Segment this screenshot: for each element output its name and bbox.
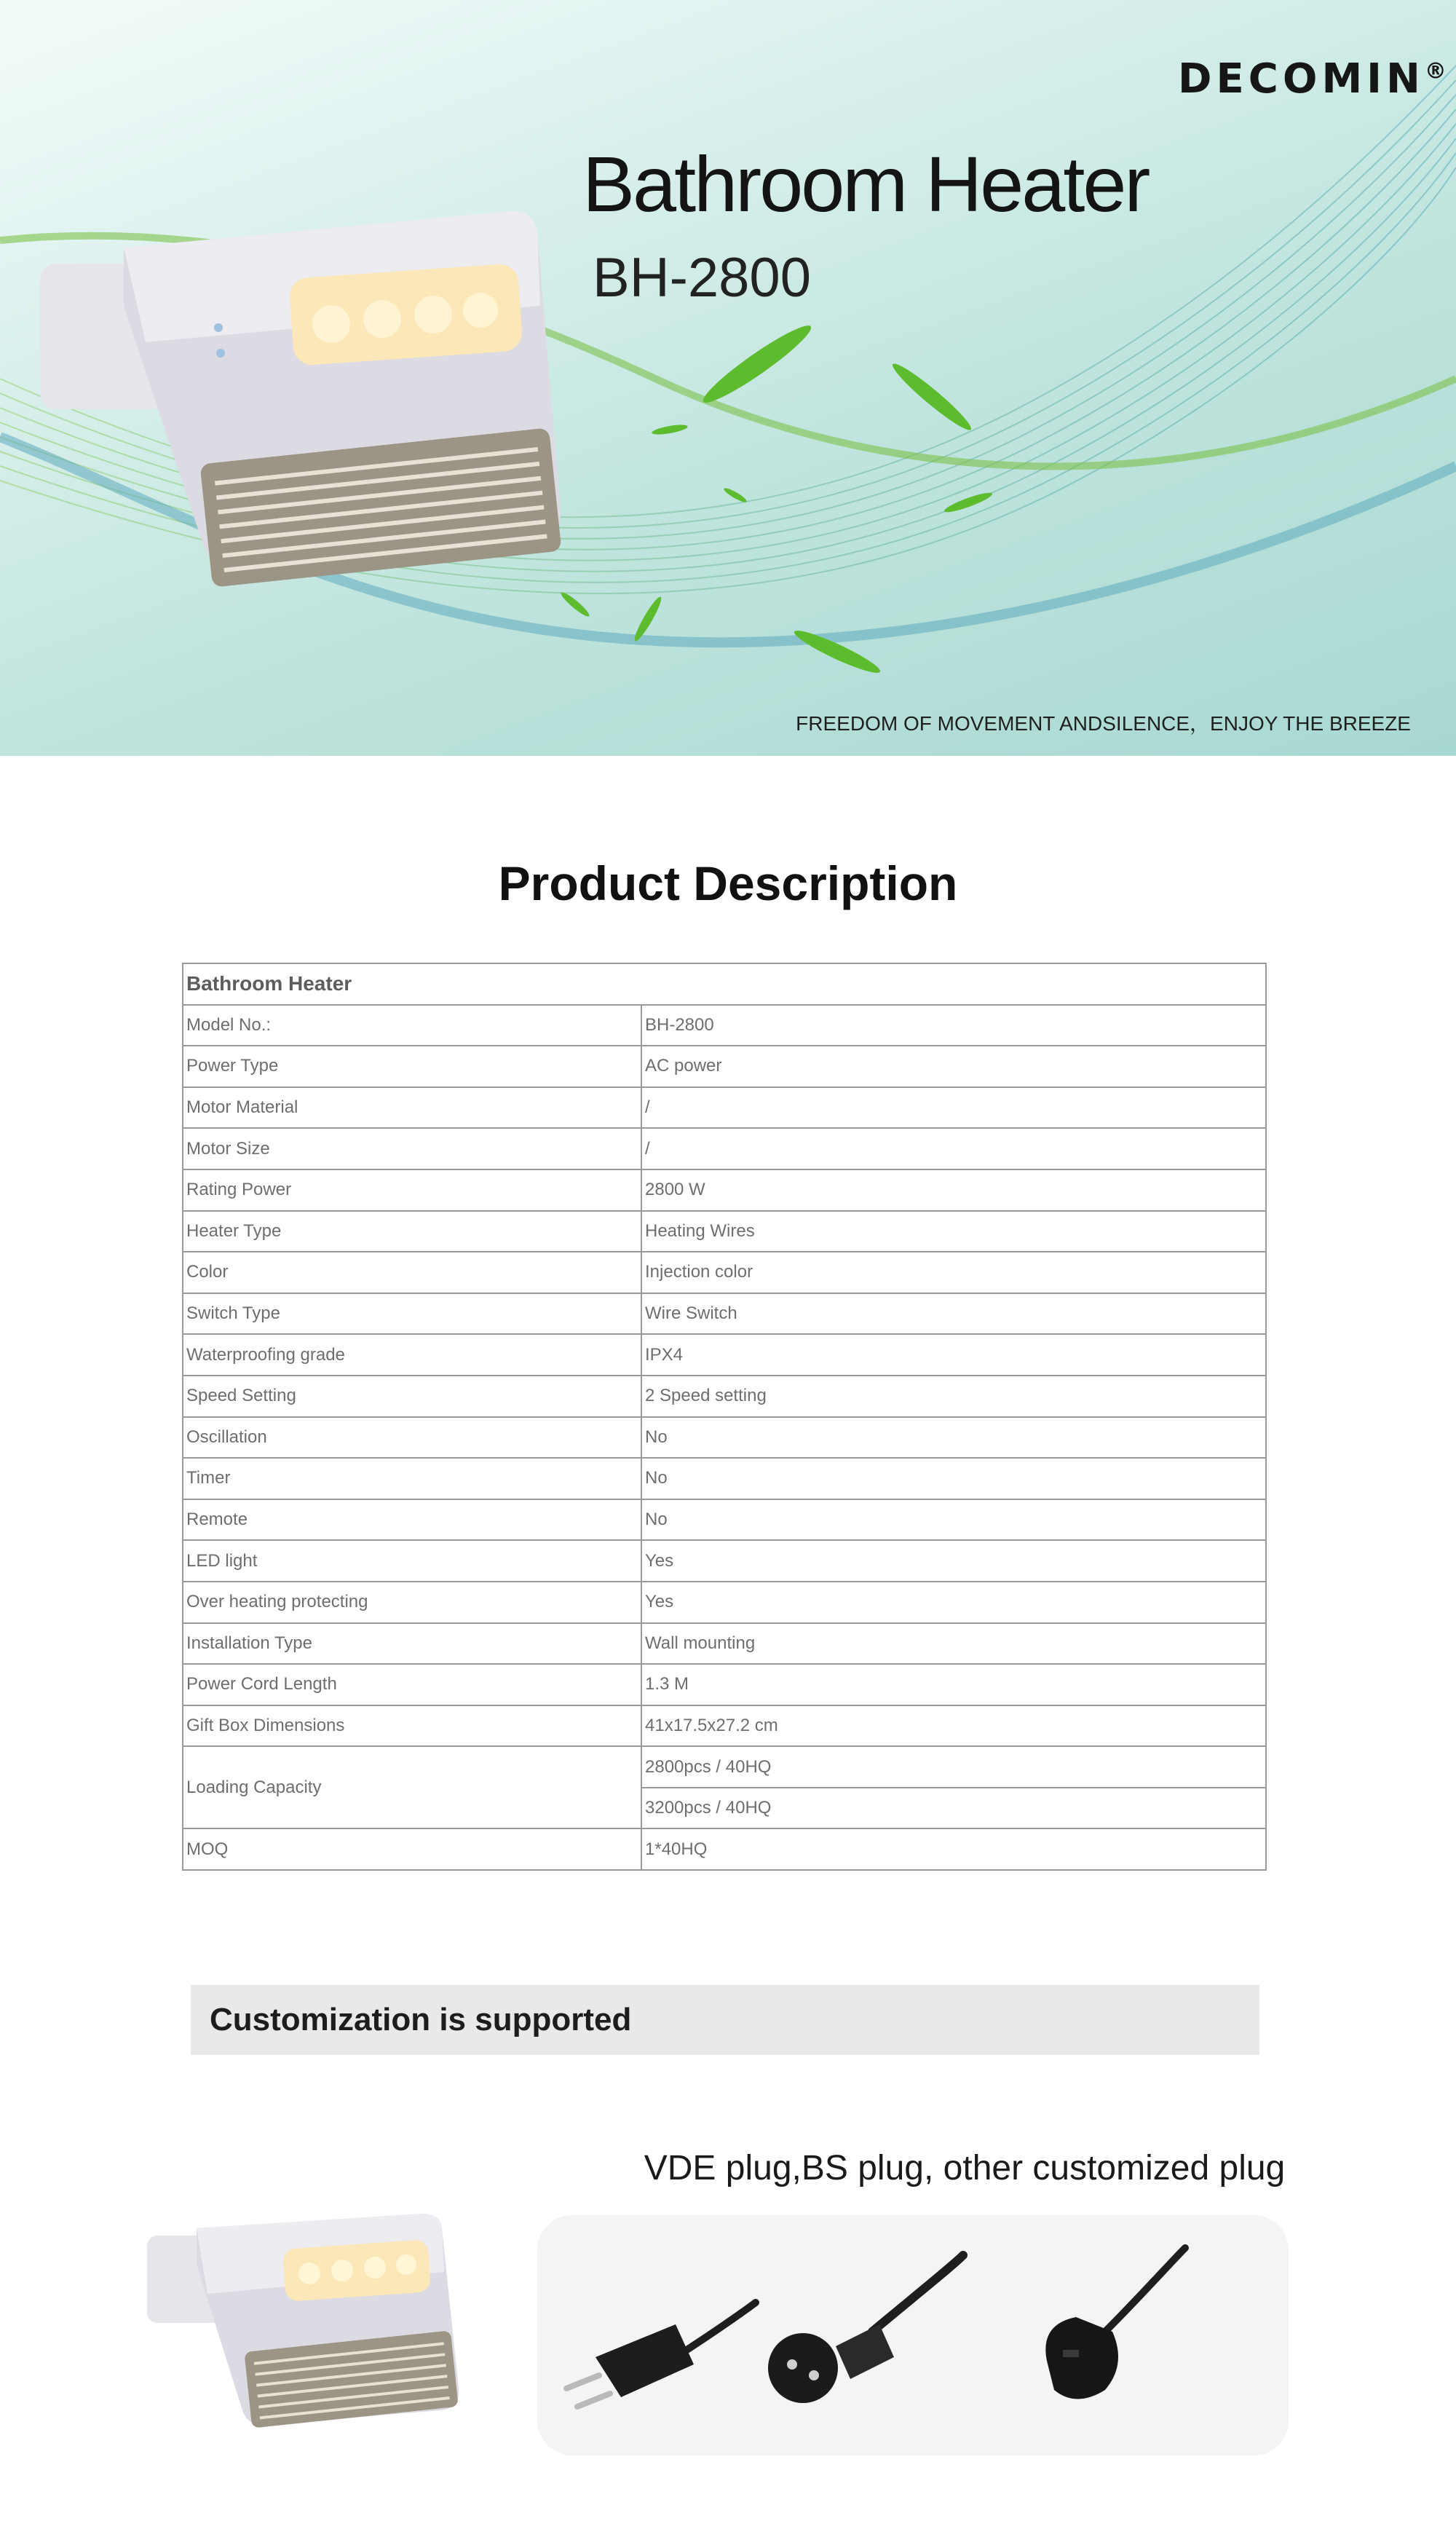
table-row (183, 1540, 1266, 1582)
table-row (183, 1128, 1266, 1169)
spec-label: Waterproofing grade (183, 1334, 641, 1376)
spec-label: Installation Type (183, 1623, 641, 1665)
customization-label: Customization is supported (210, 2002, 632, 2037)
spec-value: 2800 W (641, 1169, 1266, 1211)
spec-value: Yes (641, 1582, 1266, 1623)
spec-label: Gift Box Dimensions (183, 1705, 641, 1747)
product-title: Bathroom Heater (582, 140, 1149, 228)
table-row (183, 1664, 1266, 1705)
table-row (183, 1376, 1266, 1417)
table-row (183, 1623, 1266, 1665)
spec-value: Injection color (641, 1252, 1266, 1293)
brand-logo[interactable] (1178, 55, 1447, 103)
registered-mark: ® (1424, 58, 1447, 84)
table-header-row (183, 963, 1266, 1005)
table-title: Bathroom Heater (183, 963, 1266, 1005)
spec-label: Heater Type (183, 1211, 641, 1252)
heater-product-image (40, 211, 562, 588)
spec-label: Switch Type (183, 1293, 641, 1335)
spec-value: No (641, 1458, 1266, 1499)
table-row (183, 1828, 1266, 1870)
spec-label: Over heating protecting (183, 1582, 641, 1623)
plug-caption: VDE plug,BS plug, other customized plug (644, 2149, 1286, 2187)
spec-label: Remote (183, 1499, 641, 1541)
vde-plug-icon (566, 2303, 756, 2407)
spec-value: AC power (641, 1046, 1266, 1087)
spec-value: / (641, 1128, 1266, 1169)
wave-background (0, 0, 1456, 756)
customization-banner (191, 1985, 1259, 2055)
spec-label: Oscillation (183, 1417, 641, 1459)
table-row (183, 1046, 1266, 1087)
spec-value: Wire Switch (641, 1293, 1266, 1335)
spec-value: 1.3 M (641, 1664, 1266, 1705)
spec-value: IPX4 (641, 1334, 1266, 1376)
hero-banner (0, 0, 1456, 756)
table-row (183, 1705, 1266, 1747)
spec-table (182, 963, 1267, 1871)
hero-tagline: FREEDOM OF MOVEMENT ANDSILENCE，ENJOY THE BREEZE (796, 712, 1411, 735)
heater-thumbnail-image (138, 2206, 473, 2439)
table-row (183, 1005, 1266, 1046)
table-row (183, 1252, 1266, 1293)
spec-value: 41x17.5x27.2 cm (641, 1705, 1266, 1747)
spec-label: Speed Setting (183, 1376, 641, 1417)
spec-value: No (641, 1499, 1266, 1541)
table-row (183, 1169, 1266, 1211)
spec-value: Yes (641, 1540, 1266, 1582)
spec-label: LED light (183, 1540, 641, 1582)
spec-value: Wall mounting (641, 1623, 1266, 1665)
spec-value: No (641, 1417, 1266, 1459)
spec-label: Rating Power (183, 1169, 641, 1211)
spec-label: Timer (183, 1458, 641, 1499)
spec-label: MOQ (183, 1828, 641, 1870)
spec-value: / (641, 1087, 1266, 1129)
spec-label: Model No.: (183, 1005, 641, 1046)
bs-plug-icon (1045, 2248, 1185, 2399)
spec-label: Motor Material (183, 1087, 641, 1129)
section-title: Product Description (498, 856, 958, 910)
table-row (183, 1293, 1266, 1335)
table-row (183, 1334, 1266, 1376)
table-row (183, 1087, 1266, 1129)
schuko-plug-icon (768, 2255, 963, 2403)
table-row (183, 1211, 1266, 1252)
table-row (183, 1582, 1266, 1623)
spec-value: Heating Wires (641, 1211, 1266, 1252)
brand-name: DECOMIN (1178, 55, 1425, 103)
spec-label: Power Type (183, 1046, 641, 1087)
table-row (183, 1499, 1266, 1541)
spec-value: 3200pcs / 40HQ (641, 1788, 1266, 1829)
spec-label: Motor Size (183, 1128, 641, 1169)
spec-label: Power Cord Length (183, 1664, 641, 1705)
product-model: BH-2800 (593, 247, 811, 309)
plug-panel (537, 2215, 1289, 2455)
spec-label: Loading Capacity (183, 1746, 641, 1828)
spec-value: 2800pcs / 40HQ (641, 1746, 1266, 1788)
table-row (183, 1746, 1266, 1788)
spec-label: Color (183, 1252, 641, 1293)
table-row (183, 1417, 1266, 1459)
table-row (183, 1458, 1266, 1499)
spec-value: 2 Speed setting (641, 1376, 1266, 1417)
spec-value: 1*40HQ (641, 1828, 1266, 1870)
spec-value: BH-2800 (641, 1005, 1266, 1046)
